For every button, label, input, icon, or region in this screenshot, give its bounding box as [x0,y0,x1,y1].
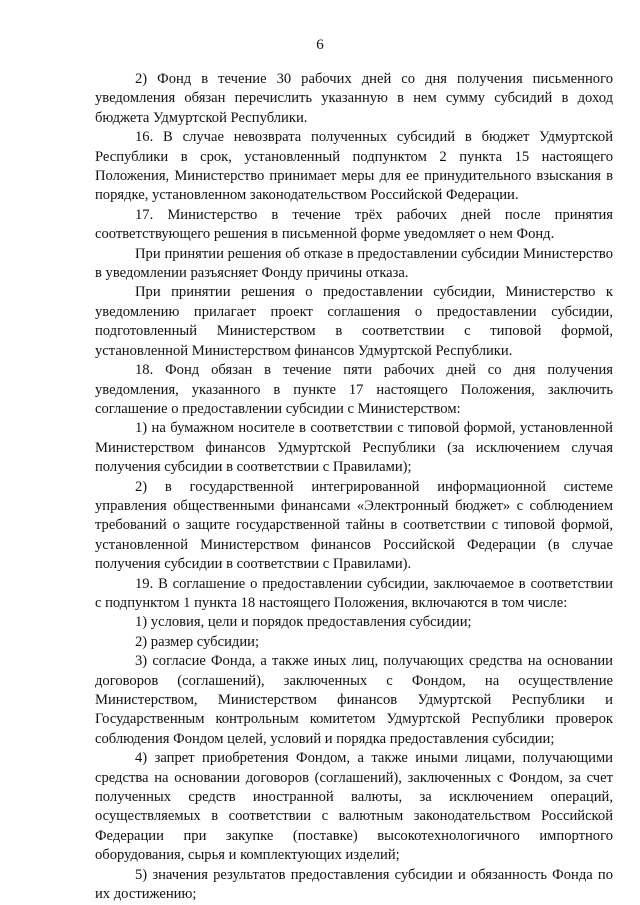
paragraph-19-4: 4) запрет приобретения Фондом, а также иными лицами, получающими средства на основании договоров (соглашений), заключенных с Фондом, за счет полученных средств иностранной валюты, за исключением операций, осуществляемых в соответствии с валютным законодательством Российской Федерации при закупке (поставке) высокотехнологичного импортного оборудования, сырья и комплектующих изделий; [95,750,613,864]
paragraph-18-2: 2) в государственной интегрированной информационной системе управления общественными финансами «Электронный бюджет» с соблюдением требований о защите государственной тайны в соответствии с типовой формой, установленной Министерством финансов Российской Федерации (в случае получения субсидии в соответствии с Правилами). [95,478,613,573]
paragraph-19-3: 3) согласие Фонда, а также иных лиц, получающих средства на основании договоров (соглашений), заключенных с Фондом, на осуществление Министерством, Министерством финансов Удмуртской Республики и Государственным контрольным комитетом Удмуртской Республики проверок соблюдения Фондом целей, условий и порядка предоставления субсидии; [95,653,613,747]
paragraph-19-2: 2) размер субсидии; [135,633,259,650]
paragraph-19-5: 5) значения результатов предоставления субсидии и обязанность Фонда по их достижению; [95,866,613,903]
paragraph-17-refusal: При принятии решения об отказе в предоставлении субсидии Министерство в уведомлении разъясняет Фонду причины отказа. [95,245,613,282]
page-number: 6 [316,37,324,53]
paragraph-17: 17. Министерство в течение трёх рабочих дней после принятия соответствующего решения в письменной форме уведомляет о нем Фонд. [95,206,613,243]
paragraph-15-2: 2) Фонд в течение 30 рабочих дней со дня получения письменного уведомления обязан перечислить указанную в нем сумму субсидий в доход бюджета Удмуртской Республики. [95,71,613,126]
document-body [95,70,613,904]
paragraph-17-approval: При принятии решения о предоставлении субсидии, Министерство к уведомлению прилагает проект соглашения о предоставлении субсидии, подготовленный Министерством в соответствии с типовой формой, установленной Министерством финансов Удмуртской Республики. [95,284,613,359]
paragraph-19: 19. В соглашение о предоставлении субсидии, заключаемое в соответствии с подпунктом 1 пункта 18 настоящего Положения, включаются в том числе: [95,575,613,611]
paragraph-19-1: 1) условия, цели и порядок предоставления субсидии; [135,614,472,631]
paragraph-16: 16. В случае невозврата полученных субсидий в бюджет Удмуртской Республики в срок, установленный подпунктом 2 пункта 15 настоящего Положения, Министерство принимает меры для ее принудительного взыскания в порядке, установленном законодательством Российской Федерации. [95,129,613,204]
paragraph-18: 18. Фонд обязан в течение пяти рабочих дней со дня получения уведомления, указанного в пункте 17 настоящего Положения, заключить соглашение о предоставлении субсидии с Министерством: [95,362,613,417]
paragraph-18-1: 1) на бумажном носителе в соответствии с типовой формой, установленной Министерством финансов Удмуртской Республики (за исключением случая получения субсидии в соответствии с Правилами); [95,420,613,476]
